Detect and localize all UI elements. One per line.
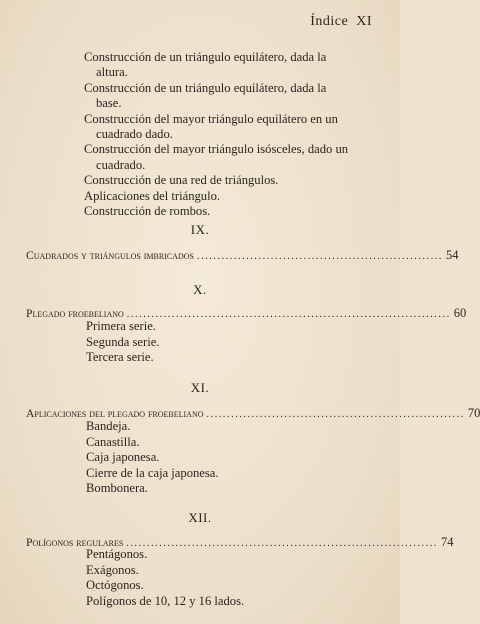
list-item: Bandeja. bbox=[86, 419, 131, 433]
leader-dots: ............................................................... bbox=[206, 409, 465, 420]
list-item: Construcción de un triángulo equilátero, dada la altura. bbox=[84, 50, 327, 80]
list-item: Octógonos. bbox=[86, 578, 144, 593]
list-item: Pentágonos. bbox=[86, 547, 148, 561]
list-item: Construcción de rombos. bbox=[84, 204, 211, 219]
list-item: Caja japonesa. bbox=[86, 450, 160, 465]
toc-entry-page: 54 bbox=[446, 248, 459, 262]
leader-dots: ............................................................................ bbox=[126, 538, 438, 549]
list-item: Primera serie. bbox=[86, 319, 156, 333]
section-numeral: X. bbox=[193, 282, 207, 297]
list-item: Polígonos de 10, 12 y 16 lados. bbox=[86, 593, 245, 608]
section-numeral: XI. bbox=[190, 380, 210, 395]
list-item: Exágonos. bbox=[86, 562, 139, 577]
list-item: Canastilla. bbox=[86, 434, 140, 449]
toc-entry-title: Cuadrados y triángulos imbricados bbox=[26, 249, 194, 262]
toc-entry-page: 60 bbox=[453, 306, 467, 320]
running-head bbox=[310, 14, 372, 30]
toc-entry-page: 70 bbox=[467, 406, 480, 420]
list-item: Bombonera. bbox=[86, 481, 148, 496]
list-item: Aplicaciones del triángulo. bbox=[84, 188, 221, 203]
list-item: Construcción del mayor triángulo equilátero en un cuadrado dado. bbox=[84, 111, 338, 142]
list-item: Segunda serie. bbox=[86, 334, 160, 349]
leader-dots: ............................................................ bbox=[197, 251, 443, 262]
section-numeral: IX. bbox=[190, 222, 210, 237]
list-item: Construcción de una red de triángulos. bbox=[84, 173, 279, 188]
toc-entry-title: Aplicaciones del plegado froebeliano bbox=[26, 407, 204, 420]
list-item: Cierre de la caja japonesa. bbox=[86, 465, 219, 480]
list-item: Construcción de un triángulo equilátero, dada la base. bbox=[84, 80, 327, 111]
leader-dots: ............................................................................... bbox=[126, 309, 451, 320]
continued-entries-list bbox=[84, 50, 366, 219]
running-head-title: Índice bbox=[310, 14, 349, 29]
subentries-list bbox=[86, 547, 244, 609]
toc-entry bbox=[26, 248, 459, 263]
toc-entry-page: 74 bbox=[440, 535, 454, 549]
toc-entry-title: Polígonos regulares bbox=[26, 536, 124, 549]
section-numeral: XII. bbox=[188, 510, 212, 525]
folio-number: XI bbox=[356, 14, 372, 29]
toc-entry bbox=[26, 306, 467, 321]
subentries-list bbox=[86, 419, 219, 497]
list-item: Tercera serie. bbox=[86, 350, 154, 365]
subentries-list bbox=[86, 319, 159, 366]
toc-entry-title: Plegado froebeliano bbox=[26, 307, 124, 320]
list-item: Construcción del mayor triángulo isósceles, dado un cuadrado. bbox=[84, 142, 349, 172]
